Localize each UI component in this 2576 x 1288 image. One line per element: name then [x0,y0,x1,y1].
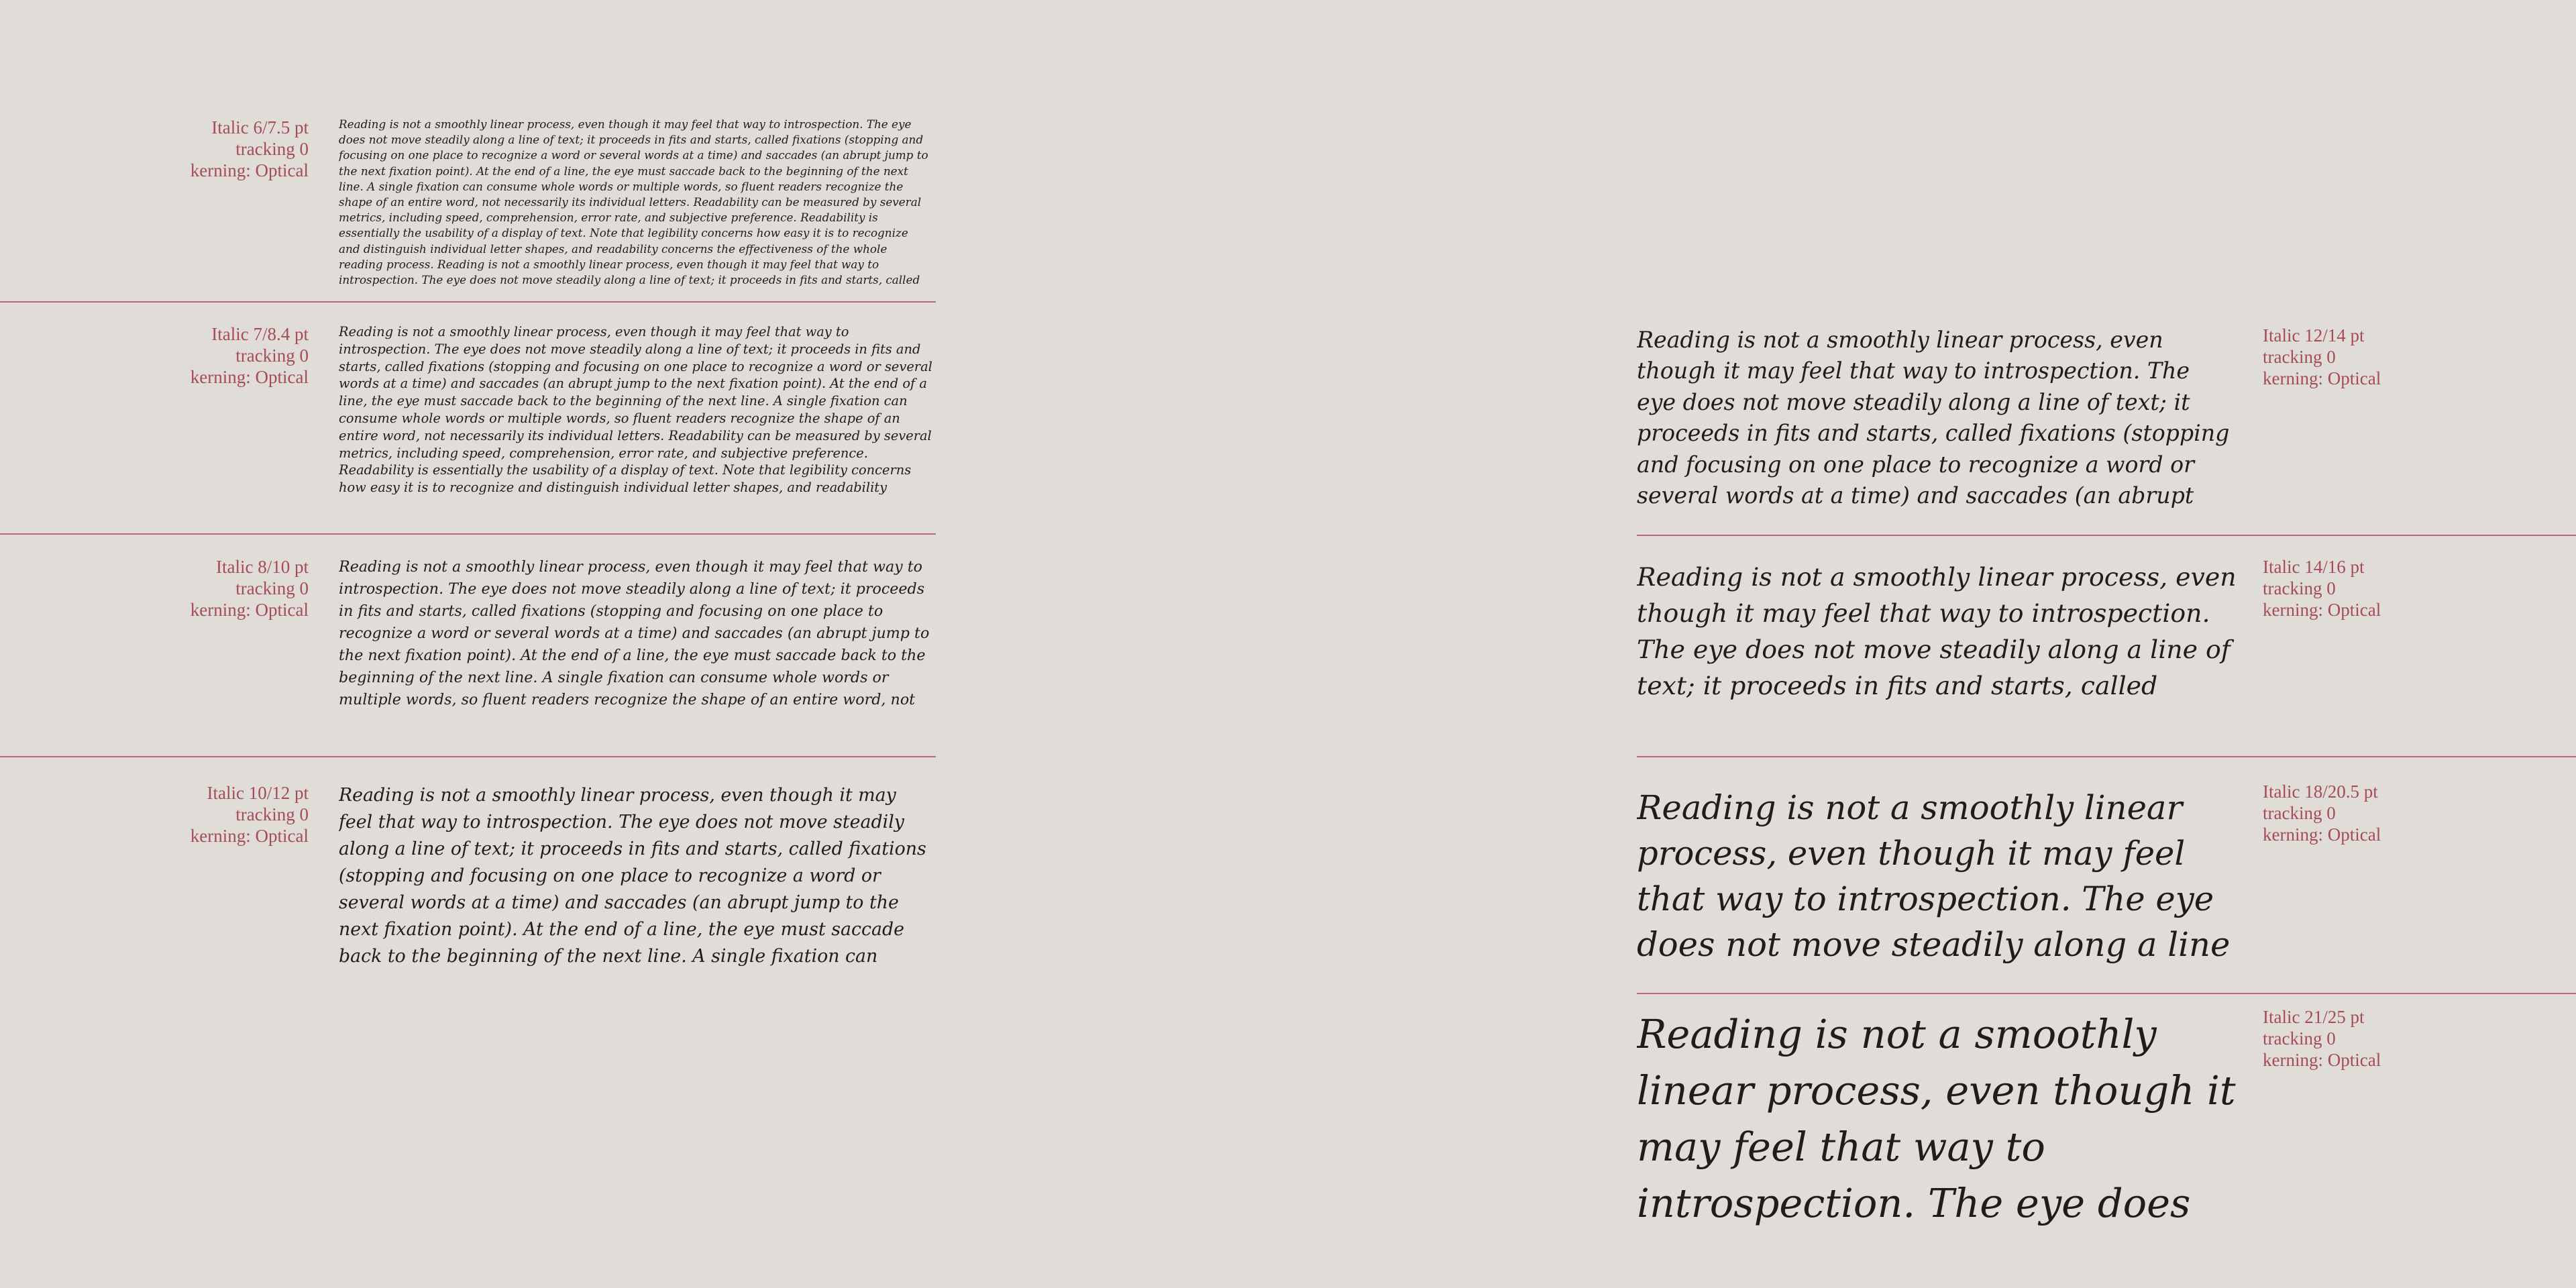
specimen-text-18pt: Reading is not a smoothly linear process, even though it may feel that way to introspection. The eye does not move steadily along a line [1637,788,2231,964]
kerning-label: kerning: Optical [2263,824,2381,845]
tracking-label: tracking 0 [2263,347,2336,367]
tracking-label: tracking 0 [235,139,309,159]
tracking-label: tracking 0 [235,804,309,824]
divider [0,533,936,535]
size-label: Italic 12/14 pt [2263,325,2365,345]
specimen-label-3 [191,782,309,847]
divider [1637,756,2576,757]
specimen-label-4 [2263,325,2381,389]
specimen-text-6pt: Reading is not a smoothly linear process, even though it may feel that way to introspection. The eye does not move steadily along a line of text; it proceeds in fits and starts, called fixations (stopping and focusing on one place to recognize a word or several words at a time) and saccades (an abrupt jump to the next fixation point). At the end of a line, the eye must saccade back to the beginning of the next line. A single fixation can consume whole words or multiple words, so fluent readers recognize the shape of an entire word, not necessarily its individual letters. Readability can be measured by several metrics, including speed, comprehension, error rate, and subjective preference. Readability is essentially the usability of a display of text. Note that legibility concerns how easy it is to recognize and distinguish individual letter shapes, and readability concerns the effectiveness of the whole reading process. Reading is not a smoothly linear process, even though it may feel that way to introspection. The eye does not move steadily along a line of text; it proceeds in fits and starts, called [339,117,928,287]
kerning-label: kerning: Optical [190,160,309,180]
size-label: Italic 14/16 pt [2263,557,2365,577]
specimen-text-12pt: Reading is not a smoothly linear process, even though it may feel that way to introspection. The eye does not move steadily along a line of text; it proceeds in fits and starts, called fixations (stopping and focusing on one place to recognize a word or several words at a time) and saccades (an abrupt [1637,327,2230,509]
specimen-label-6 [2263,781,2381,845]
kerning-label: kerning: Optical [190,600,309,620]
size-label: Italic 7/8.4 pt [211,324,309,344]
divider [0,756,936,757]
size-label: Italic 8/10 pt [216,557,309,577]
tracking-label: tracking 0 [2263,1028,2336,1049]
specimen-label-7 [2263,1006,2381,1071]
kerning-label: kerning: Optical [2263,368,2381,388]
specimen-label-0 [191,117,309,181]
specimen-label-1 [191,323,309,388]
specimen-text-7pt: Reading is not a smoothly linear process, even though it may feel that way to introspection. The eye does not move steadily along a line of text; it proceeds in fits and starts, called fixations (stopping and focusing on one place to recognize a word or several words at a time) and saccades (an abrupt jump to the next fixation point). At the end of a line, the eye must saccade back to the beginning of the next line. A single fixation can consume whole words or multiple words, so fluent readers recognize the shape of an entire word, not necessarily its individual letters. Readability can be measured by several metrics, including speed, comprehension, error rate, and subjective preference. Readability is essentially the usability of a display of text. Note that legibility concerns how easy it is to recognize and distinguish individual letter shapes, and readability [339,324,932,494]
tracking-label: tracking 0 [2263,578,2336,598]
divider [1637,993,2576,994]
kerning-label: kerning: Optical [2263,1050,2381,1070]
specimen-label-5 [2263,556,2381,621]
specimen-text-10pt: Reading is not a smoothly linear process, even though it may feel that way to introspection. The eye does not move steadily along a line of text; it proceeds in fits and starts, called fixations (stopping and focusing on one place to recognize a word or several words at a time) and saccades (an abrupt jump to the next fixation point). At the end of a line, the eye must saccade back to the beginning of the next line. A single fixation can [339,785,926,967]
tracking-label: tracking 0 [2263,803,2336,823]
size-label: Italic 6/7.5 pt [211,117,309,138]
kerning-label: kerning: Optical [2263,600,2381,620]
divider [1637,535,2576,536]
specimen-text-21pt: Reading is not a smoothly linear process, even though it may feel that way to introspection. The eye does [1637,1011,2236,1226]
kerning-label: kerning: Optical [190,826,309,846]
tracking-label: tracking 0 [235,578,309,598]
size-label: Italic 21/25 pt [2263,1007,2365,1027]
divider [0,301,936,303]
size-label: Italic 18/20.5 pt [2263,782,2378,802]
size-label: Italic 10/12 pt [207,783,309,803]
specimen-label-2 [191,556,309,621]
specimen-text-14pt: Reading is not a smoothly linear process, even though it may feel that way to introspection. The eye does not move steadily along a line of text; it proceeds in fits and starts, called [1637,562,2237,700]
specimen-text-8pt: Reading is not a smoothly linear process, even though it may feel that way to introspection. The eye does not move steadily along a line of text; it proceeds in fits and starts, called fixations (stopping and focusing on one place to recognize a word or several words at a time) and saccades (an abrupt jump to the next fixation point). At the end of a line, the eye must saccade back to the beginning of the next line. A single fixation can consume whole words or multiple words, so fluent readers recognize the shape of an entire word, not [339,558,930,708]
tracking-label: tracking 0 [235,345,309,366]
kerning-label: kerning: Optical [190,367,309,387]
